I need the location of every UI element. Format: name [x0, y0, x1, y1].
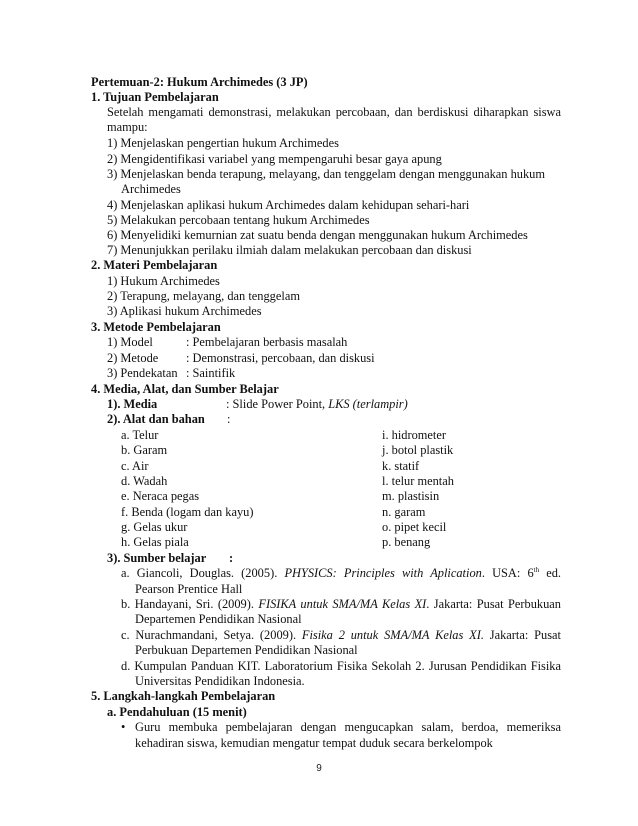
material-item: i. hidrometer — [382, 428, 446, 442]
paragraph-line: Setelah mengamati demonstrasi, melakukan percobaan, dan berdiskusi diharapkan siswa — [107, 105, 561, 119]
method-value: : Demonstrasi, percobaan, dan diskusi — [186, 351, 375, 365]
reference-line — [121, 566, 561, 581]
reference-title: FISIKA untuk SMA/MA Kelas XI — [258, 597, 427, 611]
reference-text: . USA: 6 — [481, 566, 534, 580]
sumber-label: 3). Sumber belajar — [107, 551, 207, 565]
material-item: n. garam — [382, 505, 426, 519]
reference-text: a. Giancoli, Douglas. (2005). — [121, 566, 285, 580]
reference-text: ed. — [539, 566, 562, 580]
list-item: 7) Menunjukkan perilaku ilmiah dalam melakukan percobaan dan diskusi — [107, 243, 472, 257]
material-item: j. botol plastik — [382, 443, 454, 457]
material-item: p. benang — [382, 535, 431, 549]
method-value: : Pembelajaran berbasis masalah — [186, 335, 348, 349]
reference-line — [121, 628, 561, 643]
list-item: 3) Menjelaskan benda terapung, melayang, dan tenggelam dengan menggunakan hukum — [107, 167, 546, 181]
list-item: 2) Mengidentifikasi variabel yang mempengaruhi besar gaya apung — [107, 152, 442, 166]
list-item: Archimedes — [121, 182, 181, 196]
bullet-text: Guru membuka pembelajaran dengan mengucapkan salam, berdoa, memeriksa — [135, 720, 561, 734]
list-item: 1) Hukum Archimedes — [107, 274, 220, 288]
material-item: e. Neraca pegas — [121, 489, 200, 503]
material-item: f. Benda (logam dan kayu) — [121, 505, 254, 519]
reference-text: b. Handayani, Sri. (2009). — [121, 597, 259, 611]
material-item: d. Wadah — [121, 474, 168, 488]
reference-line: Departemen Pendidikan Nasional — [135, 612, 302, 626]
list-item: 3) Aplikasi hukum Archimedes — [107, 304, 262, 318]
section-heading: 1. Tujuan Pembelajaran — [91, 90, 219, 104]
reference-line: Perbukuan Departemen Pendidikan Nasional — [135, 643, 358, 657]
list-item: 1) Menjelaskan pengertian hukum Archimedes — [107, 136, 339, 150]
material-item: a. Telur — [121, 428, 159, 442]
list-item: 4) Menjelaskan aplikasi hukum Archimedes dalam kehidupan sehari-hari — [107, 198, 470, 212]
media-value-text: : Slide Power Point, — [226, 397, 329, 411]
material-item: c. Air — [121, 459, 149, 473]
list-item: 6) Menyelidiki kemurnian zat suatu benda dengan menggunakan hukum Archimedes — [107, 228, 528, 242]
reference-text: c. Nurachmandani, Setya. (2009). — [121, 628, 302, 642]
material-item: m. plastisin — [382, 489, 440, 503]
section-heading: 3. Metode Pembelajaran — [91, 320, 221, 334]
material-item: o. pipet kecil — [382, 520, 447, 534]
media-value — [226, 397, 408, 412]
reference-line — [121, 597, 561, 612]
sumber-colon: : — [229, 551, 234, 565]
page-number: 9 — [316, 763, 322, 774]
method-value: : Saintifik — [186, 366, 236, 380]
reference-text: . Jakarta: Pusat Perbukuan — [426, 597, 561, 611]
reference-superscript: th — [533, 565, 540, 574]
reference-line: d. Kumpulan Panduan KIT. Laboratorium Fisika Sekolah 2. Jurusan Pendidikan Fisika — [121, 659, 561, 673]
list-item: 5) Melakukan percobaan tentang hukum Archimedes — [107, 213, 370, 227]
reference-text: Jakarta: Pusat — [483, 628, 561, 642]
section-heading: 2. Materi Pembelajaran — [91, 258, 218, 272]
method-label: 1) Model — [107, 335, 153, 349]
alat-colon: : — [227, 412, 231, 426]
subsection-heading: a. Pendahuluan (15 menit) — [107, 705, 247, 719]
material-item: l. telur mentah — [382, 474, 454, 488]
paragraph-line: mampu: — [107, 120, 148, 134]
bullet-text: kehadiran siswa, kemudian mengatur tempat duduk secara berkelompok — [135, 736, 493, 750]
method-label: 3) Pendekatan — [107, 366, 178, 380]
media-value-italic: LKS (terlampir) — [328, 397, 408, 411]
section-heading: 5. Langkah-langkah Pembelajaran — [91, 689, 276, 703]
document-title: Pertemuan-2: Hukum Archimedes (3 JP) — [91, 75, 308, 89]
reference-line: Universitas Pendidikan Indonesia. — [135, 674, 305, 688]
material-item: g. Gelas ukur — [121, 520, 188, 534]
material-item: k. statif — [382, 459, 420, 473]
section-heading: 4. Media, Alat, dan Sumber Belajar — [91, 382, 279, 396]
reference-line: Pearson Prentice Hall — [135, 582, 243, 596]
reference-title: PHYSICS: Principles with Aplication — [284, 566, 482, 580]
media-label: 1). Media — [107, 397, 158, 411]
material-item: h. Gelas piala — [121, 535, 189, 549]
reference-title: Fisika 2 untuk SMA/MA Kelas XI. — [301, 628, 484, 642]
bullet-icon: • — [121, 720, 126, 734]
material-item: b. Garam — [121, 443, 168, 457]
alat-label: 2). Alat dan bahan — [107, 412, 205, 426]
method-label: 2) Metode — [107, 351, 159, 365]
list-item: 2) Terapung, melayang, dan tenggelam — [107, 289, 300, 303]
